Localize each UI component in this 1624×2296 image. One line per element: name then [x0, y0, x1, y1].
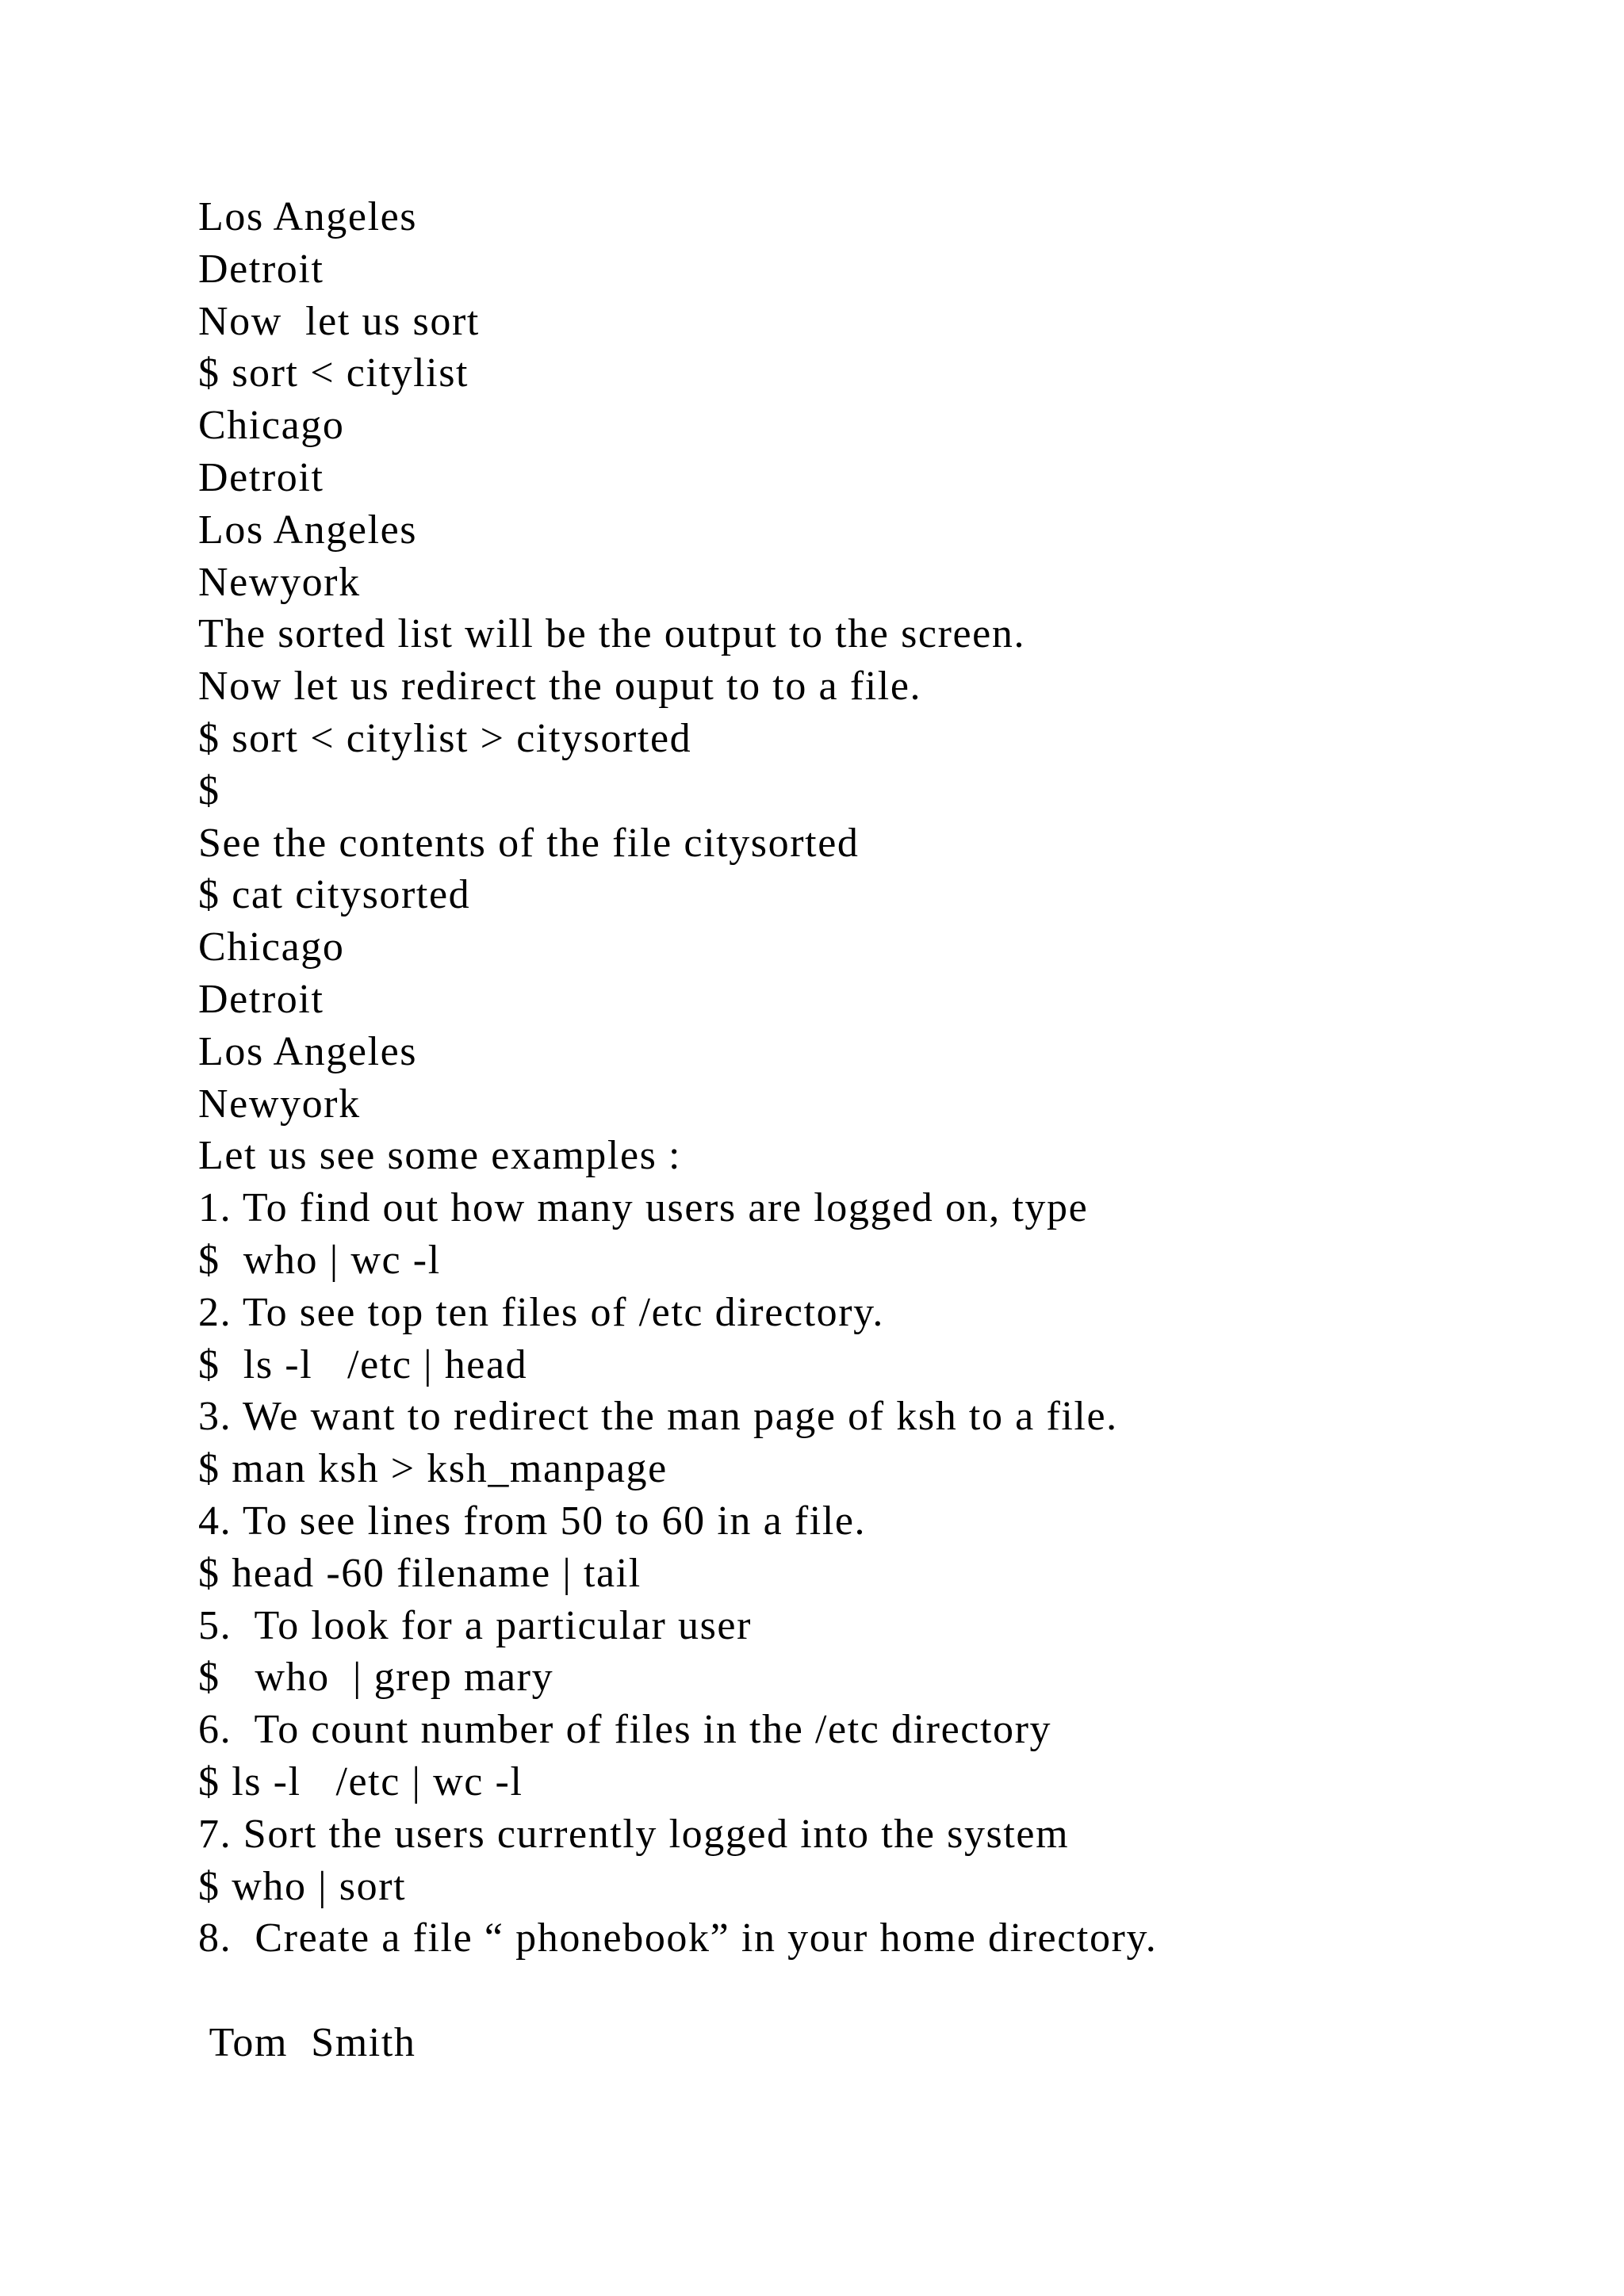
text-line: Newyork [198, 559, 361, 605]
document-page [198, 191, 1594, 2069]
text-line: Chicago [198, 924, 345, 970]
command-line: $ man ksh > ksh_manpage [198, 1446, 668, 1492]
text-line: Newyork [198, 1081, 361, 1127]
example-heading: 4. To see lines from 50 to 60 in a file. [198, 1498, 867, 1544]
text-line: Chicago [198, 403, 345, 449]
text-line: Los Angeles [198, 507, 418, 553]
example-heading: 5. To look for a particular user [198, 1602, 753, 1648]
text-line: See the contents of the file citysorted [198, 820, 860, 866]
text-line: Los Angeles [198, 194, 418, 239]
command-line: $ ls -l /etc | wc -l [198, 1758, 523, 1804]
command-line: $ who | sort [198, 1863, 407, 1909]
example-heading: 7. Sort the users currently logged into the system [198, 1811, 1070, 1857]
command-line: $ head -60 filename | tail [198, 1550, 642, 1596]
text-line: Let us see some examples : [198, 1133, 682, 1179]
command-line: $ sort < citylist > citysorted [198, 715, 692, 761]
command-line: $ sort < citylist [198, 350, 469, 396]
blank-line [198, 1965, 1594, 2017]
example-heading: 8. Create a file “ phonebook” in your home directory. [198, 1915, 1158, 1961]
text-line: The sorted list will be the output to the screen. [198, 611, 1026, 657]
text-line: Now let us sort [198, 298, 480, 344]
text-line: Now let us redirect the ouput to to a file. [198, 664, 922, 710]
command-line: $ ls -l /etc | head [198, 1341, 528, 1387]
example-heading: 1. To find out how many users are logged on, type [198, 1185, 1089, 1231]
command-line: $ cat citysorted [198, 872, 471, 918]
command-line: $ [198, 767, 220, 813]
text-line: Detroit [198, 976, 324, 1022]
text-line: Detroit [198, 454, 324, 500]
text-line: Detroit [198, 246, 324, 292]
text-line: Los Angeles [198, 1028, 418, 1074]
example-heading: 6. To count number of files in the /etc directory [198, 1707, 1052, 1753]
phonebook-entry: Tom Smith [198, 2019, 416, 2065]
command-line: $ who | wc -l [198, 1237, 441, 1283]
example-heading: 3. We want to redirect the man page of ksh to a file. [198, 1394, 1118, 1440]
example-heading: 2. To see top ten files of /etc directory. [198, 1289, 884, 1335]
command-line: $ who | grep mary [198, 1655, 554, 1701]
